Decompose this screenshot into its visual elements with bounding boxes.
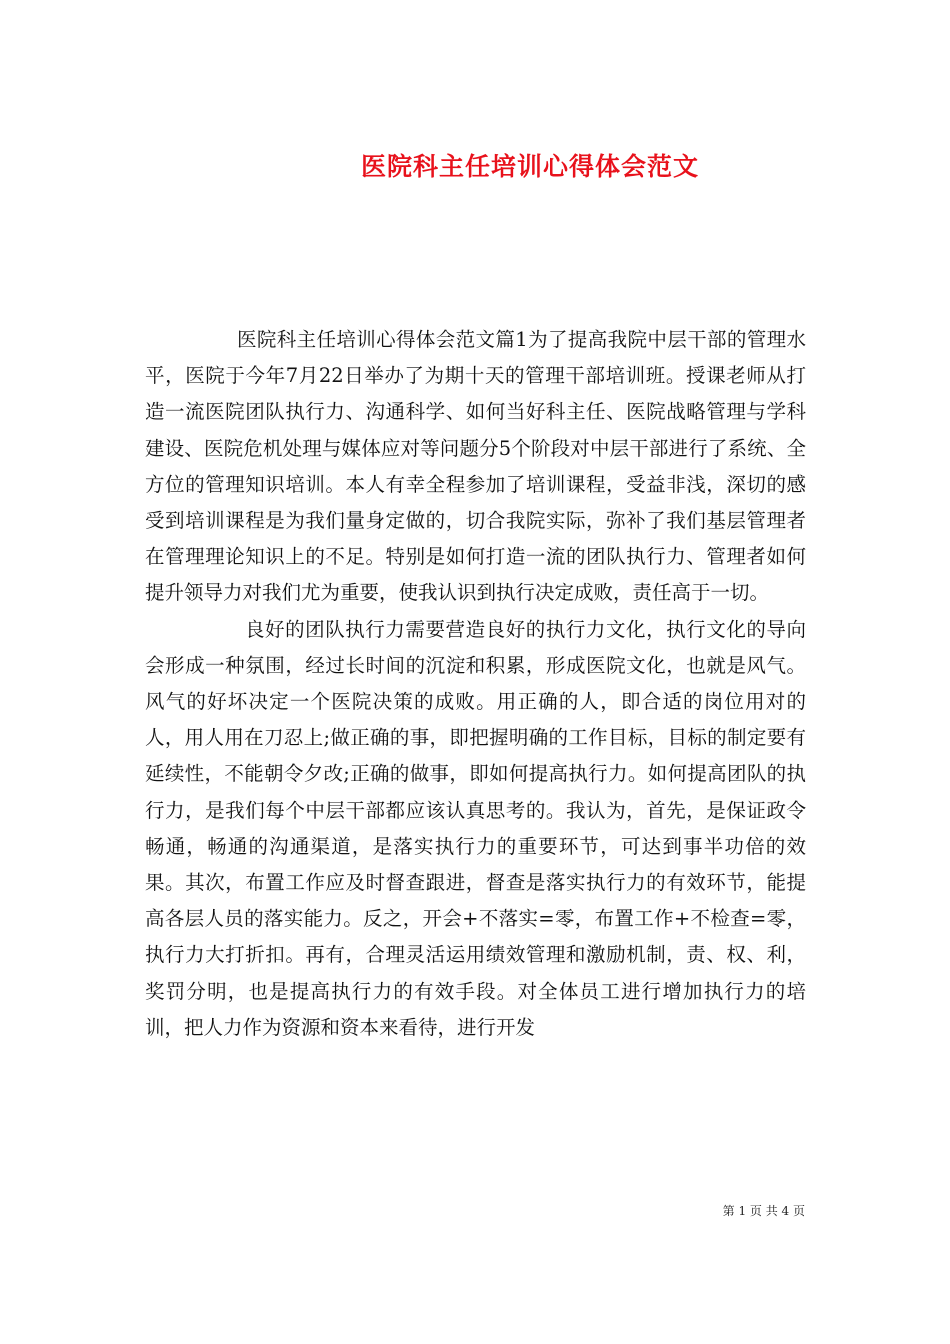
paragraph-2: 良好的团队执行力需要营造良好的执行力文化，执行文化的导向会形成一种氛围，经过长时间的沉淀和积累，形成医院文化，也就是风气。风气的好坏决定一个医院决策的成败。用正确的人，即合适的岗位用对的人，用人用在刀忍上;做正确的事，即把握明确的工作目标，目标的制定要有延续性，不能朝令夕改;正确的做事，即如何提高执行力。如何提高团队的执行力，是我们每个中层干部都应该认真思考的。我认为，首先，是保证政令畅通，畅通的沟通渠道，是落实执行力的重要环节，可达到事半功倍的效果。其次，布置工作应及时督查跟进，督查是落实执行力的有效环节，能提高各层人员的落实能力。反之，开会+不落实=零，布置工作+不检查=零，执行力大打折扣。再有，合理灵活运用绩效管理和激励机制，责、权、利，奖罚分明，也是提高执行力的有效手段。对全体员工进行增加执行力的培训，把人力作为资源和资本来看待，进行开发 xyxy=(145,617,806,1039)
document-body xyxy=(145,322,806,1046)
paragraph-1: 医院科主任培训心得体会范文篇1为了提高我院中层干部的管理水平，医院于今年7月22日举办了为期十天的管理干部培训班。授课老师从打造一流医院团队执行力、沟通科学、如何当好科主任、医院战略管理与学科建设、医院危机处理与媒体应对等问题分5个阶段对中层干部进行了系统、全方位的管理知识培训。本人有幸全程参加了培训课程，受益非浅，深切的感受到培训课程是为我们量身定做的，切合我院实际，弥补了我们基层管理者在管理理论知识上的不足。特别是如何打造一流的团队执行力、管理者如何提升领导力对我们尤为重要，使我认识到执行决定成败，责任高于一切。 xyxy=(145,328,806,605)
page-number-footer: 第 1 页 共 4 页 xyxy=(722,1204,805,1218)
document-title: 医院科主任培训心得体会范文 xyxy=(360,151,699,181)
